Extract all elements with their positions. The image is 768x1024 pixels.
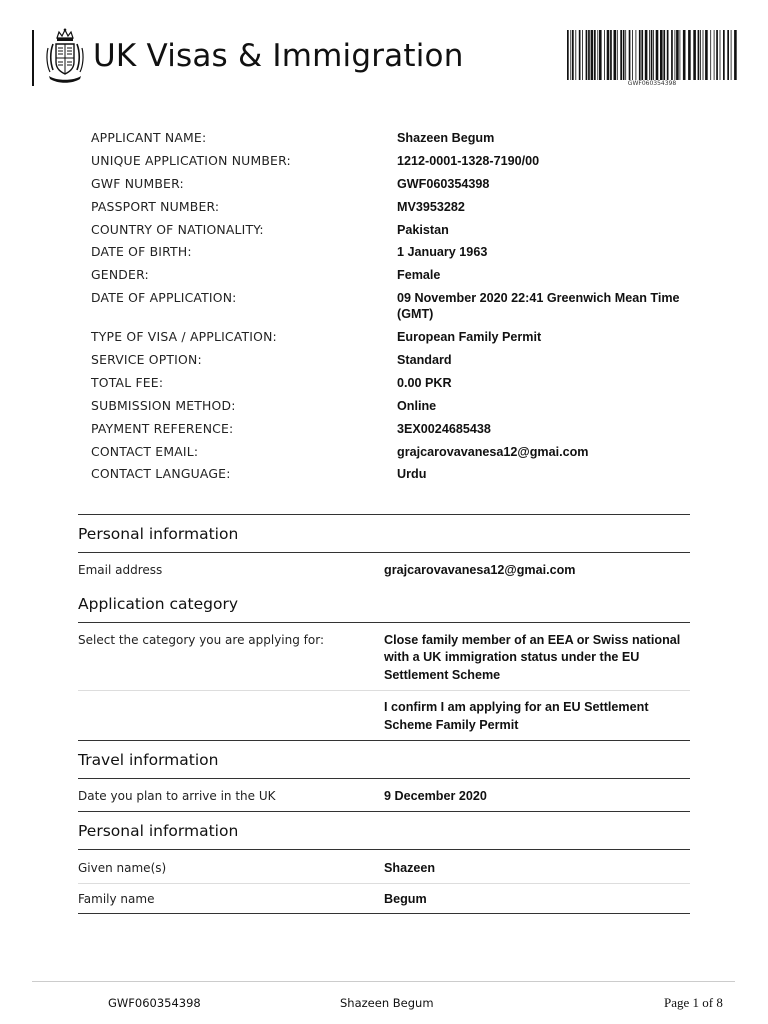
row-given-names [78, 850, 690, 884]
summary-value: 3EX0024685438 [397, 421, 491, 436]
summary-row [91, 244, 711, 260]
summary-row [91, 329, 711, 345]
summary-row [91, 421, 711, 437]
summary-label: CONTACT EMAIL: [91, 443, 199, 459]
arrival-date-value: 9 December 2020 [384, 788, 487, 803]
summary-row [91, 290, 711, 322]
application-details [78, 514, 690, 914]
brand-title: UK Visas & Immigration [93, 38, 464, 74]
summary-value: MV3953282 [397, 199, 465, 214]
email-address-value: grajcarovavanesa12@gmai.com [384, 563, 576, 577]
row-confirm [78, 691, 690, 740]
summary-value: GWF060354398 [397, 176, 490, 191]
page-header [0, 0, 768, 100]
summary-label: UNIQUE APPLICATION NUMBER: [91, 152, 291, 168]
summary-value: Standard [397, 353, 452, 368]
summary-value: Urdu [397, 467, 427, 482]
footer-page-number: Page 1 of 8 [664, 995, 723, 1010]
summary-row [91, 267, 711, 283]
section-title-travel-information: Travel information [78, 741, 690, 779]
summary-label: SERVICE OPTION: [91, 352, 202, 368]
barcode-number: GWF060354398 [627, 80, 677, 87]
category-label: Select the category you are applying for: [78, 632, 324, 647]
header-divider [32, 30, 34, 86]
footer-applicant-name: Shazeen Begum [340, 996, 434, 1010]
summary-value: 1212-0001-1328-7190/00 [397, 153, 540, 168]
summary-value: 0.00 PKR [397, 375, 452, 390]
summary-label: DATE OF BIRTH: [91, 244, 192, 260]
section-title-application-category: Application category [78, 585, 690, 623]
given-names-value: Shazeen [384, 861, 436, 876]
row-arrival-date [78, 779, 690, 813]
confirm-label-empty [78, 699, 384, 734]
row-email-address [78, 553, 690, 585]
given-names-label: Given name(s) [78, 861, 167, 876]
family-name-value: Begum [384, 891, 427, 906]
footer-rule [32, 981, 735, 982]
summary-value: Shazeen Begum [397, 131, 495, 145]
category-value: Close family member of an EEA or Swiss national with a UK immigration status under the EU Settlement Scheme [384, 632, 681, 682]
summary-row [91, 352, 711, 368]
royal-crest-icon [44, 28, 86, 86]
summary-label: CONTACT LANGUAGE: [91, 466, 231, 482]
summary-label: COUNTRY OF NATIONALITY: [91, 221, 264, 237]
summary-label: PAYMENT REFERENCE: [91, 420, 234, 436]
family-name-label: Family name [78, 891, 155, 906]
summary-value: 09 November 2020 22:41 Greenwich Mean Time (GMT) [397, 291, 680, 322]
summary-value: grajcarovavanesa12@gmai.com [397, 444, 589, 459]
summary-label: TYPE OF VISA / APPLICATION: [91, 329, 277, 345]
summary-row [91, 222, 711, 238]
section-title-personal-information-2: Personal information [78, 812, 690, 850]
summary-label: PASSPORT NUMBER: [91, 198, 220, 214]
email-address-label: Email address [78, 563, 163, 577]
confirm-value: I confirm I am applying for an EU Settlement Scheme Family Permit [384, 700, 649, 732]
summary-row [91, 130, 711, 146]
summary-label: GENDER: [91, 267, 149, 283]
summary-row [91, 199, 711, 215]
summary-label: TOTAL FEE: [91, 374, 164, 390]
summary-value: Female [397, 268, 441, 283]
summary-label: APPLICANT NAME: [91, 130, 207, 145]
row-category [78, 623, 690, 692]
summary-value: 1 January 1963 [397, 245, 488, 260]
summary-label: SUBMISSION METHOD: [91, 397, 236, 413]
summary-row [91, 398, 711, 414]
summary-row [91, 176, 711, 192]
application-summary [91, 130, 711, 489]
summary-label: DATE OF APPLICATION: [91, 290, 237, 306]
summary-label: GWF NUMBER: [91, 175, 184, 191]
summary-value: European Family Permit [397, 330, 542, 345]
section-title-personal-information: Personal information [78, 515, 690, 553]
summary-value: Online [397, 398, 437, 413]
barcode [567, 30, 737, 80]
summary-row [91, 466, 711, 482]
summary-row [91, 375, 711, 391]
footer-gwf-number: GWF060354398 [108, 996, 201, 1010]
summary-value: Pakistan [397, 222, 449, 237]
row-family-name [78, 884, 690, 915]
arrival-date-label: Date you plan to arrive in the UK [78, 788, 276, 803]
summary-row [91, 153, 711, 169]
summary-row [91, 444, 711, 460]
